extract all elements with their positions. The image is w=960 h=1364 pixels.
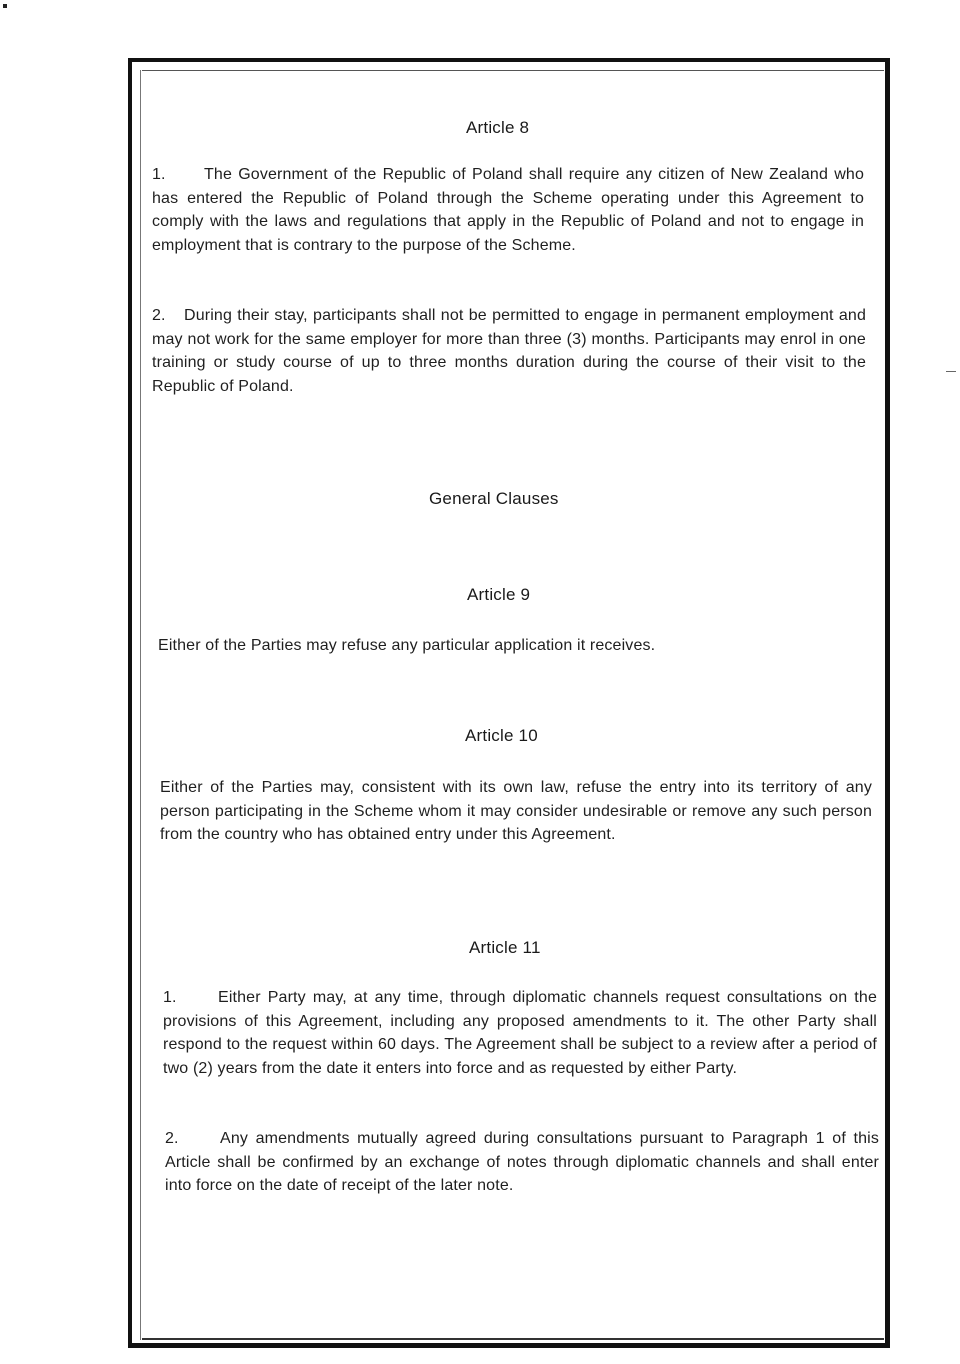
inner-border-bottom	[142, 1338, 884, 1340]
paragraph-number: 1.	[163, 989, 177, 1006]
paragraph-text: During their stay, participants shall not be permitted to engage in permanent employment and may not work for the same employer for more than three (3) months. Participants may enrol in one training or study course of up to three months duration during the course of their visit to the Republic of Poland.	[152, 307, 866, 395]
paragraph-number: 1.	[152, 166, 166, 183]
article-8-heading: Article 8	[466, 118, 530, 137]
paragraph-number: 2.	[152, 307, 166, 324]
inner-border-top	[142, 70, 884, 71]
paragraph-number: 2.	[165, 1130, 179, 1147]
article-8-paragraph-2	[152, 304, 866, 398]
inner-border-left	[140, 70, 141, 1340]
article-11-heading: Article 11	[469, 938, 541, 957]
article-9-paragraph: Either of the Parties may refuse any particular application it receives.	[158, 637, 656, 654]
article-10-paragraph: Either of the Parties may, consistent with its own law, refuse the entry into its territory of any person participating in the Scheme whom it may consider undesirable or remove any such person from the country who has obtained entry under this Agreement.	[160, 779, 872, 843]
article-11-paragraph-2	[165, 1127, 879, 1198]
article-9-heading: Article 9	[467, 585, 531, 604]
margin-dash-mark	[946, 371, 956, 372]
article-11-paragraph-1	[163, 986, 877, 1080]
paragraph-text: Any amendments mutually agreed during consultations pursuant to Paragraph 1 of this Article shall be confirmed by an exchange of notes through diplomatic channels and shall enter into force on the date of receipt of the later note.	[165, 1130, 879, 1194]
article-10-heading: Article 10	[465, 726, 538, 745]
scan-dot-mark	[3, 4, 7, 8]
paragraph-text: The Government of the Republic of Poland shall require any citizen of New Zealand who has entered the Republic of Poland through the Scheme operating under this Agreement to comply with the laws and regulations that apply in the Republic of Poland and not to engage in employment that is contrary to the purpose of the Scheme.	[152, 166, 864, 254]
paragraph-text: Either Party may, at any time, through diplomatic channels request consultations on the provisions of this Agreement, including any proposed amendments to it. The other Party shall respond to the request within 60 days. The Agreement shall be subject to a review after a period of two (2) years from the date it enters into force and as requested by either Party.	[163, 989, 877, 1077]
article-8-paragraph-1	[152, 163, 864, 257]
general-clauses-heading: General Clauses	[429, 489, 559, 508]
